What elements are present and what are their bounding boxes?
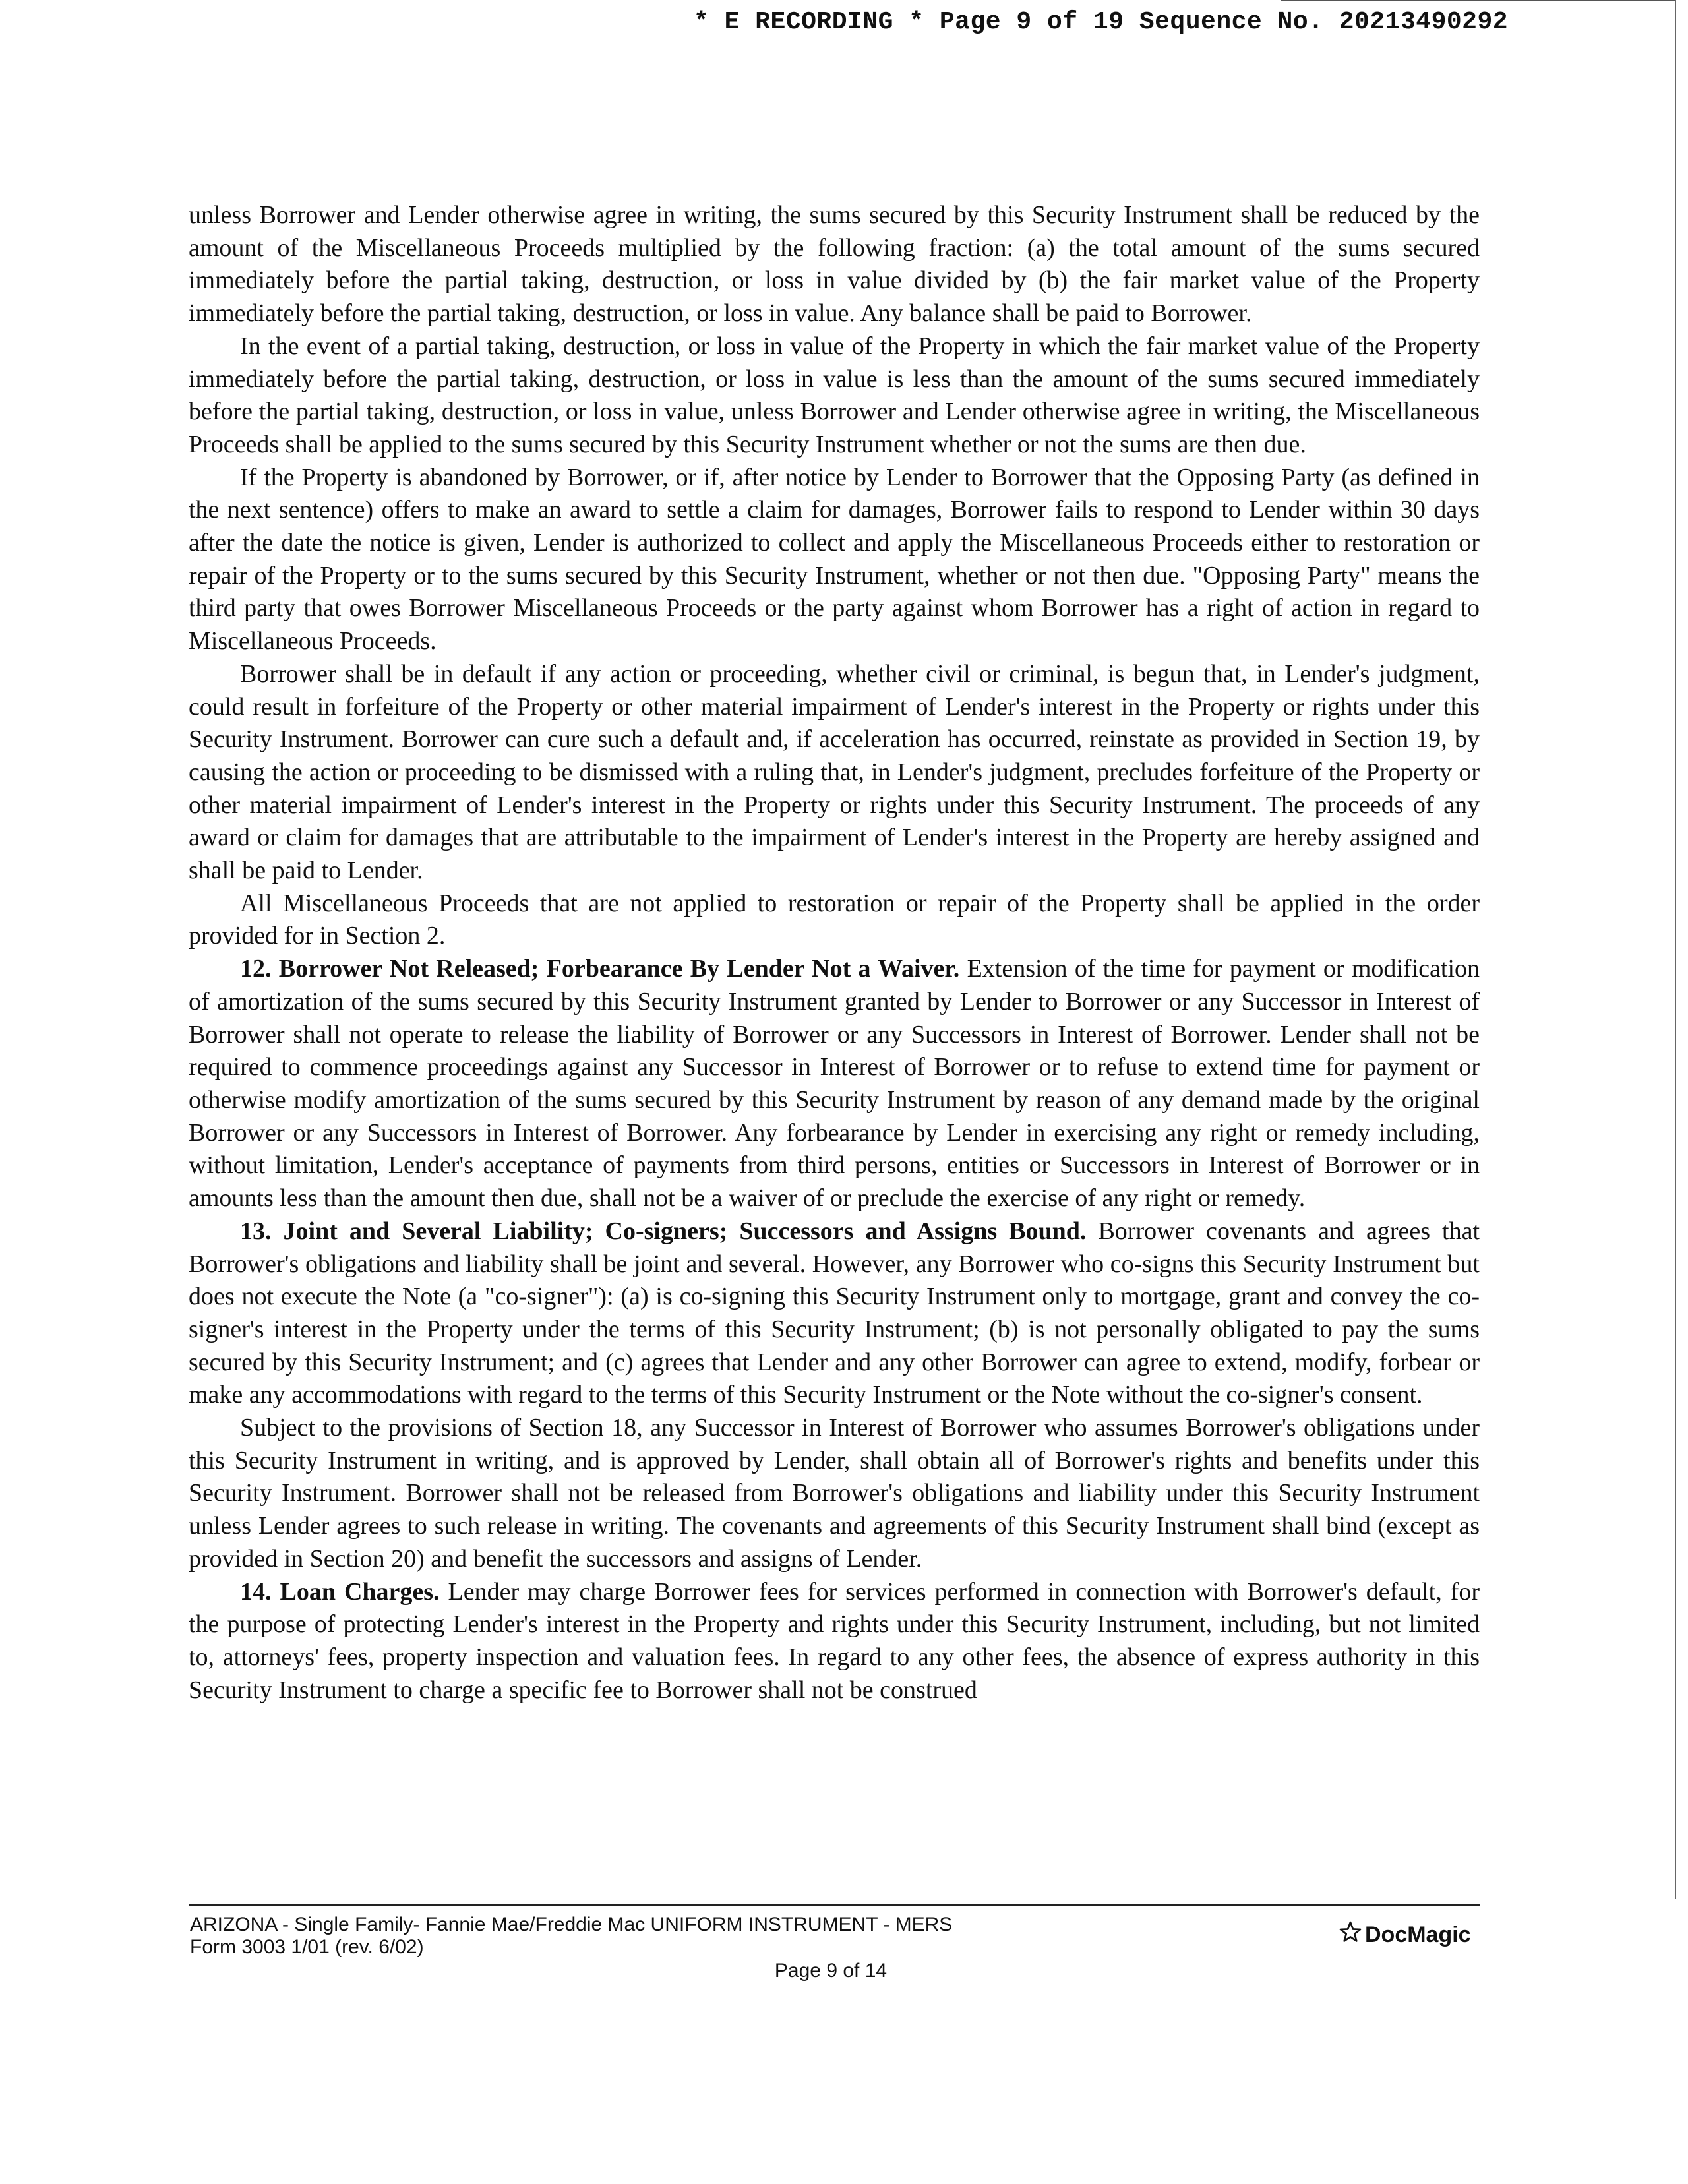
section-13-heading: 13. Joint and Several Liability; Co-signers; Successors and Assigns Bound. (240, 1217, 1087, 1245)
footer-form-number: Form 3003 1/01 (rev. 6/02) (190, 1936, 424, 1958)
document-body (189, 199, 1480, 1707)
recording-header: * E RECORDING * Page 9 of 19 Sequence No. 20213490292 (694, 8, 1509, 36)
section-13-text: Borrower covenants and agrees that Borrower's obligations and liability shall be joint and several. However, any Borrower who co-signs this Security Instrument but does not execute the Note (a "co-signer"): (a) is co-signing this Security Instrument only to mortgage, grant and convey the co-signer's interest in the Property under the terms of this Security Instrument; (b) is not personally obligated to pay the sums secured by this Security Instrument; and (c) agrees that Lender and any other Borrower can agree to extend, modify, forbear or make any accommodations with regard to the terms of this Security Instrument or the Note without the co-signer's consent. (189, 1217, 1480, 1409)
docmagic-logo (1339, 1920, 1471, 1950)
right-edge-rule (1675, 0, 1676, 1899)
section-12-text: Extension of the time for payment or modification of amortization of the sums secured by this Security Instrument granted by Lender to Borrower or any Successor in Interest of Borrower shall not operate to release the liability of Borrower or any Successors in Interest of Borrower. Lender shall not be required to commence proceedings against any Successor in Interest of Borrower or to refuse to extend time for payment or otherwise modify amortization of the sums secured by this Security Instrument by reason of any demand made by the original Borrower or any Successors in Interest of Borrower. Any forbearance by Lender in exercising any right or remedy including, without limitation, Lender's acceptance of payments from third persons, entities or Successors in Interest of Borrower or in amounts less than the amount then due, shall not be a waiver of or preclude the exercise of any right or remedy. (189, 955, 1480, 1213)
star-icon (1339, 1920, 1362, 1950)
header-rule (1281, 0, 1676, 1)
section-14 (189, 1576, 1480, 1707)
paragraph-4: Borrower shall be in default if any action or proceeding, whether civil or criminal, is begun that, in Lender's judgment, could result in forfeiture of the Property or other material impairment of Lender's interest in the Property or rights under this Security Instrument. Borrower can cure such a default and, if acceleration has occurred, reinstate as provided in Section 19, by causing the action or proceeding to be dismissed with a ruling that, in Lender's judgment, precludes forfeiture of the Property or other material impairment of Lender's interest in the Property or rights under this Security Instrument. The proceeds of any award or claim for damages that are attributable to the impairment of Lender's interest in the Property are hereby assigned and shall be paid to Lender. (189, 659, 1480, 885)
paragraph-6: Subject to the provisions of Section 18, any Successor in Interest of Borrower who assumes Borrower's obligations under this Security Instrument in writing, and is approved by Lender, shall obtain all of Borrower's rights and benefits under this Security Instrument. Borrower shall not be released from Borrower's obligations and liability under this Security Instrument unless Lender agrees to such release in writing. The covenants and agreements of this Security Instrument shall bind (except as provided in Section 20) and benefit the successors and assigns of Lender. (189, 1414, 1480, 1573)
section-12-heading: 12. Borrower Not Released; Forbearance By Lender Not a Waiver. (240, 955, 960, 983)
paragraph-2: In the event of a partial taking, destruction, or loss in value of the Property in which the fair market value of the Property immediately before the partial taking, destruction, or loss in value is less than the amount of the sums secured immediately before the partial taking, destruction, or loss in value, unless Borrower and Lender otherwise agree in writing, the Miscellaneous Proceeds shall be applied to the sums secured by this Security Instrument whether or not the sums are then due. (189, 332, 1480, 458)
brand-name: DocMagic (1365, 1922, 1471, 1947)
section-13 (189, 1215, 1480, 1412)
paragraph-1: unless Borrower and Lender otherwise agree in writing, the sums secured by this Security Instrument shall be reduced by the amount of the Miscellaneous Proceeds multiplied by the following fraction: (a) the total amount of the sums secured immediately before the partial taking, destruction, or loss in value divided by (b) the fair market value of the Property immediately before the partial taking, destruction, or loss in value. Any balance shall be paid to Borrower. (189, 201, 1480, 328)
page-number: Page 9 of 14 (774, 1960, 888, 1982)
section-14-heading: 14. Loan Charges. (240, 1577, 440, 1606)
section-12 (189, 953, 1480, 1215)
paragraph-3: If the Property is abandoned by Borrower, or if, after notice by Lender to Borrower that the Opposing Party (as defined in the next sentence) offers to make an award to settle a claim for damages, Borrower fails to respond to Lender within 30 days after the date the notice is given, Lender is authorized to collect and apply the Miscellaneous Proceeds either to restoration or repair of the Property or to the sums secured by this Security Instrument, whether or not then due. "Opposing Party" means the third party that owes Borrower Miscellaneous Proceeds or the party against whom Borrower has a right of action in regard to Miscellaneous Proceeds. (189, 463, 1480, 655)
footer-rule (189, 1904, 1480, 1906)
footer-form-title: ARIZONA - Single Family- Fannie Mae/Freddie Mac UNIFORM INSTRUMENT - MERS (190, 1914, 953, 1935)
section-14-text: Lender may charge Borrower fees for services performed in connection with Borrower's default, for the purpose of protecting Lender's interest in the Property and rights under this Security Instrument, including, but not limited to, attorneys' fees, property inspection and valuation fees. In regard to any other fees, the absence of express authority in this Security Instrument to charge a specific fee to Borrower shall not be construed (189, 1577, 1480, 1704)
form-footer (190, 1914, 952, 1958)
paragraph-5: All Miscellaneous Proceeds that are not applied to restoration or repair of the Property shall be applied in the order provided for in Section 2. (189, 889, 1480, 950)
